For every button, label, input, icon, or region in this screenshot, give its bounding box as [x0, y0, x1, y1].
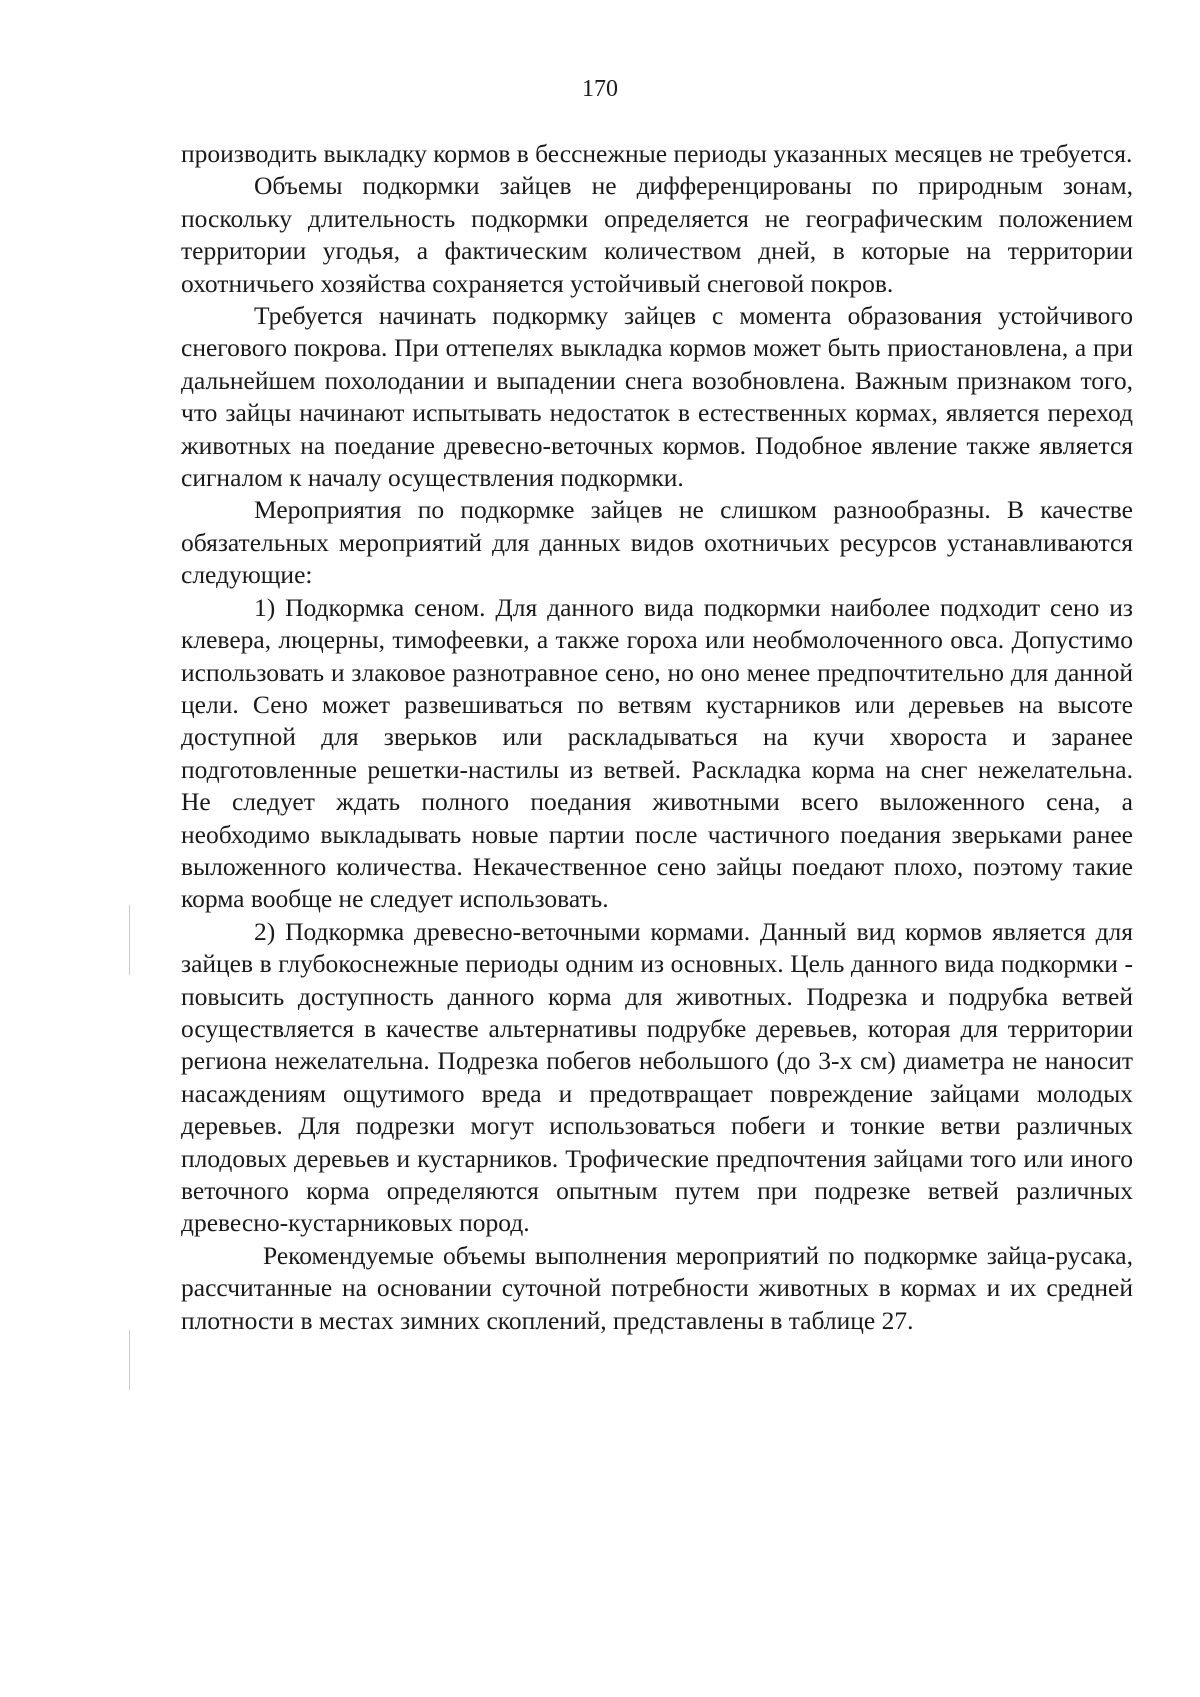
body-text [181, 138, 1133, 1337]
scan-artifact-line [129, 1330, 130, 1390]
paragraph-zones: Объемы подкормки зайцев не дифференцированы по природным зонам, поскольку длительность подкормки определяется не географическим положением территории угодья, а фактическим количеством дней, в которые на территории охотничьего хозяйства сохраняется устойчивый снеговой покров. [181, 171, 1133, 298]
paragraph-continuation: производить выкладку кормов в бесснежные периоды указанных месяцев не требуется. [181, 139, 1133, 168]
page-number: 170 [582, 76, 618, 102]
paragraph-recommended-volumes: Рекомендуемые объемы выполнения мероприятий по подкормке зайца-русака, рассчитанные на основании суточной потребности животных в кормах и их средней плотности в местах зимних скоплений, представлены в таблице 27. [181, 1240, 1133, 1335]
paragraph-start-feeding: Требуется начинать подкормку зайцев с момента образования устойчивого снегового покрова. При оттепелях выкладка кормов может быть приостановлена, а при дальнейшем похолодании и выпадении снега возобновлена. Важным признаком того, что зайцы начинают испытывать недостаток в естественных кормах, является переход животных на поедание древесно-веточных кормов. Подобное явление также является сигналом к началу осуществления подкормки. [181, 301, 1133, 493]
scan-artifact-line [129, 905, 130, 975]
paragraph-hay-feeding: 1) Подкормка сеном. Для данного вида подкормки наиболее подходит сено из клевера, люцерны, тимофеевки, а также гороха или необмолоченного овса. Допустимо использовать и злаковое разнотравное сено, но оно менее предпочтительно для данной цели. Сено может развешиваться по ветвям кустарников или деревьев на высоте доступной для зверьков или раскладываться на кучи хвороста и заранее подготовленные решетки-настилы из ветвей. Раскладка корма на снег нежелательна. Не следует ждать полного поедания животными всего выложенного сена, а необходимо выкладывать новые партии после частичного поедания зверьками ранее выложенного количества. Некачественное сено зайцы поедают плохо, поэтому такие корма вообще не следует использовать. [181, 592, 1133, 914]
paragraph-branch-feeding: 2) Подкормка древесно-веточными кормами. Данный вид кормов является для зайцев в глубокоснежные периоды одним из основных. Цель данного вида подкормки - повысить доступность данного корма для животных. Подрезка и подрубка ветвей осуществляется в качестве альтернативы подрубке деревьев, которая для территории региона нежелательна. Подрезка побегов небольшого (до 3-х см) диаметра не наносит насаждениям ощутимого вреда и предотвращает повреждение зайцами молодых деревьев. Для подрезки могут использоваться побеги и тонкие ветви различных плодовых деревьев и кустарников. Трофические предпочтения зайцами того или иного веточного корма определяются опытным путем при подрезке ветвей различных древесно-кустарниковых пород. [181, 916, 1133, 1238]
paragraph-measures: Мероприятия по подкормке зайцев не слишком разнообразны. В качестве обязательных мероприятий для данных видов охотничьих ресурсов устанавливаются следующие: [181, 495, 1133, 590]
